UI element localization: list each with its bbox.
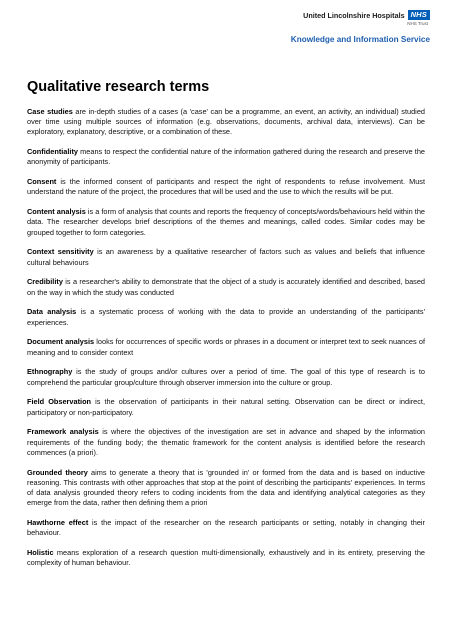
term-name: Ethnography xyxy=(27,367,73,377)
term-definition: is the informed consent of participants and respect the right of respondents to refuse involvement. Must understand the nature of the project, the procedures that will be used and the use to which the results will be put. xyxy=(27,177,425,197)
term-name: Grounded theory xyxy=(27,467,88,477)
term-paragraph xyxy=(27,518,425,538)
term-definition: looks for occurrences of specific words or phrases in a document or interpret text to seek nuances of meaning and to consider context xyxy=(27,337,425,357)
term-definition: is a researcher's ability to demonstrate that the object of a study is accurately identified and described, based on the way in which the study was conducted xyxy=(27,277,425,297)
term-name: Confidentiality xyxy=(27,147,78,157)
term-paragraph xyxy=(27,307,425,327)
term-paragraph xyxy=(27,468,425,509)
term-paragraph xyxy=(27,207,425,238)
term-name: Content analysis xyxy=(27,207,86,217)
term-name: Document analysis xyxy=(27,337,95,347)
term-definition: is the observation of participants in their natural setting. Observation can be direct or indirect, participatory or non-participatory. xyxy=(27,397,425,417)
term-name: Credibility xyxy=(27,277,63,287)
term-paragraph xyxy=(27,427,425,458)
service-name: Knowledge and Information Service xyxy=(290,35,430,44)
terms-list xyxy=(27,107,425,578)
term-definition: is the impact of the researcher on the research participants or setting, notably in changing their behaviour. xyxy=(27,518,425,538)
term-paragraph xyxy=(27,247,425,267)
page-title: Qualitative research terms xyxy=(27,79,210,95)
term-name: Hawthorne effect xyxy=(27,518,89,528)
term-paragraph xyxy=(27,397,425,417)
term-paragraph xyxy=(27,337,425,357)
term-definition: means exploration of a research question multi-dimensionally, exhaustively and in its entirety, preserving the complexity of human behaviour. xyxy=(27,548,425,568)
term-name: Context sensitivity xyxy=(27,247,94,257)
term-name: Consent xyxy=(27,177,57,187)
term-definition: is the study of groups and/or cultures over a period of time. The goal of this type of research is to comprehend the particular group/culture through observer immersion into the culture or group. xyxy=(27,367,425,387)
term-name: Data analysis xyxy=(27,307,77,317)
term-name: Framework analysis xyxy=(27,427,99,437)
term-paragraph xyxy=(27,277,425,297)
nhs-logo-row xyxy=(170,10,430,20)
term-name: Field Observation xyxy=(27,397,92,407)
term-definition: is where the objectives of the investigation are set in advance and shaped by the information requirements of the funding body; the thematic framework for the content analysis is identified before the research commences (a priori). xyxy=(27,427,425,457)
term-definition: are in-depth studies of a cases (a 'case' can be a programme, an event, an activity, an individual) studied over time using multiple sources of information (e.g. observations, documents, archival data, interviews). Can be exploratory, explanatory, descriptive, or a combination of these. xyxy=(27,107,425,137)
term-name: Case studies xyxy=(27,107,73,116)
trust-label: NHS Trust xyxy=(407,21,428,26)
term-definition: is a form of analysis that counts and reports the frequency of concepts/words/behaviours held within the data. The researcher develops brief descriptions of the themes and meanings, called codes. Similar codes may be grouped together to form categories. xyxy=(27,207,425,237)
term-definition: means to respect the confidential nature of the information gathered during the research and preserve the anonymity of participants. xyxy=(27,147,425,167)
term-paragraph xyxy=(27,147,425,167)
term-definition: is a systematic process of working with the data to provide an understanding of the participants' experiences. xyxy=(27,307,425,327)
term-paragraph xyxy=(27,107,425,138)
term-paragraph xyxy=(27,548,425,568)
term-paragraph xyxy=(27,177,425,197)
term-definition: aims to generate a theory that is 'grounded in' or formed from the data and is based on inductive reasoning. This contrasts with other approaches that stop at the point of describing the participants' experiences. In terms of data analysis grounded theory refers to coding incidents from the data and identifying analytical categories as they emerge from the data, rather then defining them a priori xyxy=(27,467,425,508)
term-name: Holistic xyxy=(27,548,54,558)
org-name: United Lincolnshire Hospitals xyxy=(303,10,405,20)
term-definition: is an awareness by a qualitative researcher of factors such as values and beliefs that influence cultural behaviours xyxy=(27,247,425,267)
nhs-logo: NHS xyxy=(408,10,430,20)
term-paragraph xyxy=(27,367,425,387)
header xyxy=(170,10,430,44)
